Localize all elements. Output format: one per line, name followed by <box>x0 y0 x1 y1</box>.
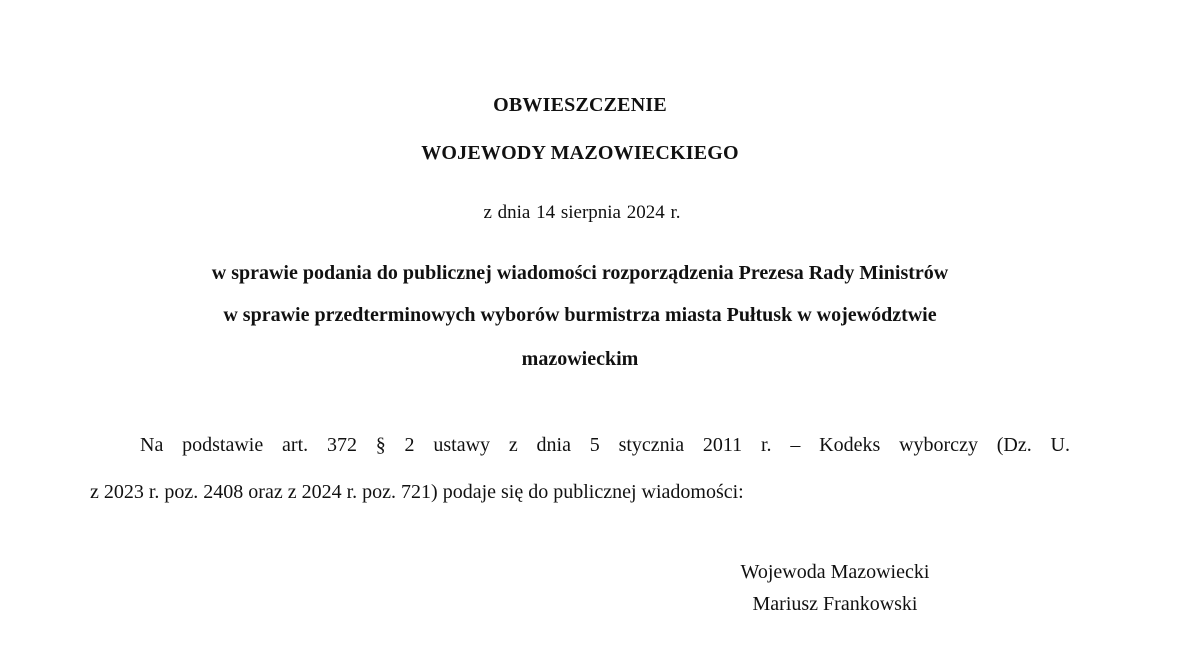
document-subject-line-1: w sprawie podania do publicznej wiadomości rozporządzenia Prezesa Rady Ministrów <box>211 262 949 284</box>
document-date: z dnia 14 sierpnia 2024 r. <box>483 202 681 223</box>
body-paragraph-line-2: z 2023 r. poz. 2408 oraz z 2024 r. poz. 721) podaje się do publicznej wiadomości: <box>90 481 744 503</box>
signature-name: Mariusz Frankowski <box>752 593 918 615</box>
document-subject-line-3: mazowieckim <box>521 348 639 370</box>
document-issuer: WOJEWODY MAZOWIECKIEGO <box>421 142 739 164</box>
document-title: OBWIESZCZENIE <box>493 94 667 116</box>
document-subject-line-2: w sprawie przedterminowych wyborów burmistrza miasta Pułtusk w województwie <box>223 304 937 326</box>
body-paragraph-line-1: Na podstawie art. 372 § 2 ustawy z dnia 5 stycznia 2011 r. – Kodeks wyborczy (Dz. U. <box>140 434 1070 456</box>
signature-title: Wojewoda Mazowiecki <box>740 561 930 583</box>
